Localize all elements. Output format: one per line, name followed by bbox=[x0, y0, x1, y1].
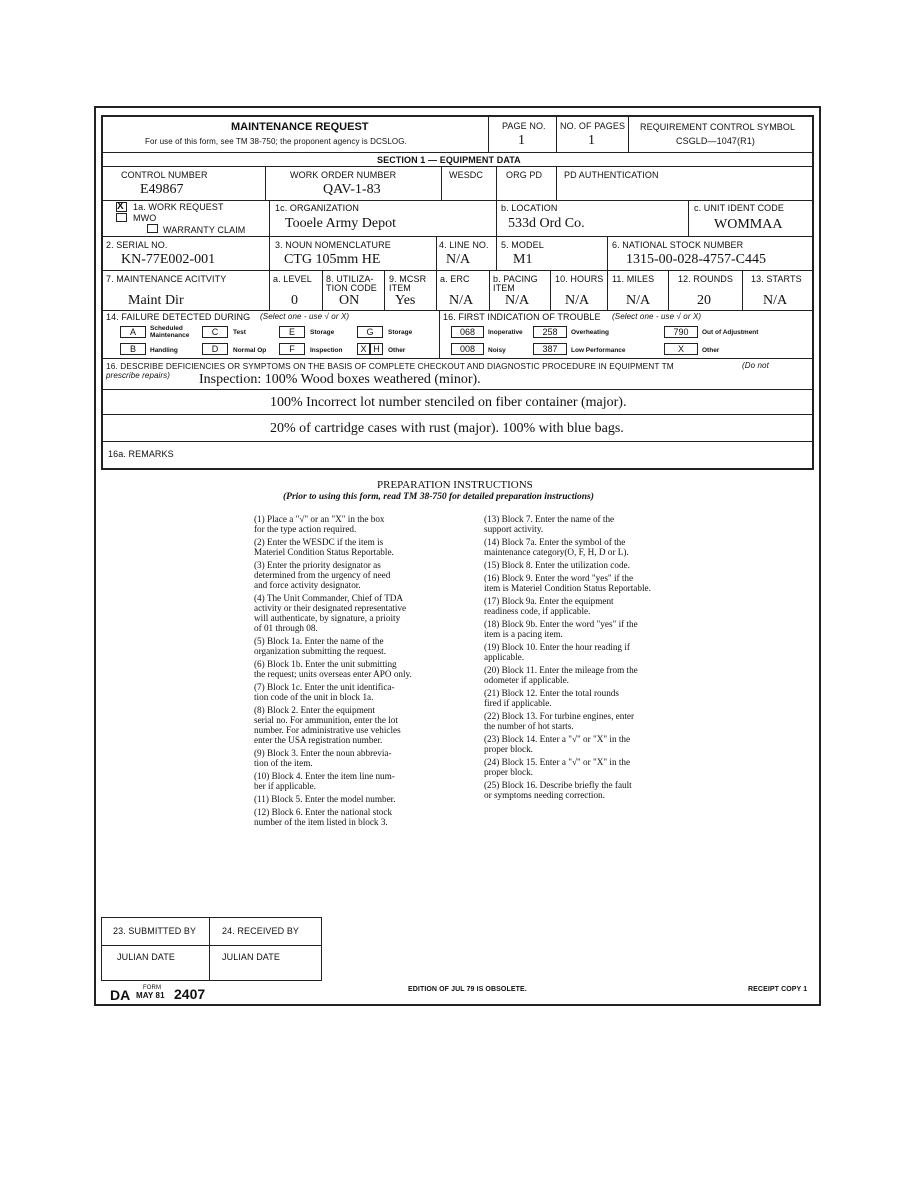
trouble-label-x: Other bbox=[702, 347, 720, 354]
prep-instruction-line: (15) Block 8. Enter the utilization code. bbox=[484, 560, 630, 570]
trouble-code-790: 790 bbox=[673, 327, 689, 337]
form-number: 2407 bbox=[174, 986, 206, 1002]
prep-instruction-line: of 01 through 08. bbox=[254, 623, 318, 633]
prep-instruction-line: (6) Block 1b. Enter the unit submitting bbox=[254, 659, 397, 669]
prep-instruction-line: (11) Block 5. Enter the model number. bbox=[254, 794, 396, 804]
prep-instruction-line: tion code of the unit in block 1a. bbox=[254, 692, 374, 702]
rule-section bbox=[101, 166, 814, 167]
trouble-code-258: 258 bbox=[542, 327, 558, 337]
prep-instruction-line: ber if applicable. bbox=[254, 781, 316, 791]
julian-date-2: JULIAN DATE bbox=[222, 952, 280, 962]
prep-instruction-line: (2) Enter the WESDC if the item is bbox=[254, 537, 384, 547]
prep-instruction-line: support activity. bbox=[484, 524, 544, 534]
failure-label-a: Scheduled bbox=[150, 325, 183, 332]
work-order-label: WORK ORDER NUMBER bbox=[290, 170, 397, 180]
failure-label-c: Test bbox=[233, 329, 246, 336]
prep-instruction-line: (3) Enter the priority designator as bbox=[254, 560, 381, 570]
form-word: FORM bbox=[143, 985, 162, 991]
prep-instruction-line: (21) Block 12. Enter the total rounds bbox=[484, 688, 619, 698]
org-pd-label: ORG PD bbox=[506, 170, 543, 180]
rule-v bbox=[496, 166, 497, 200]
util-label-2: TION CODE bbox=[326, 283, 377, 293]
rule-desc2 bbox=[101, 414, 814, 415]
prep-instruction-line: (7) Block 1c. Enter the unit identifica- bbox=[254, 682, 395, 692]
noun-label: 3. NOUN NOMENCLATURE bbox=[275, 240, 391, 250]
failure-checkbox-c[interactable] bbox=[202, 326, 228, 338]
erc-label: a. ERC bbox=[440, 274, 470, 284]
prep-instruction-line: (20) Block 11. Enter the mileage from the bbox=[484, 665, 638, 675]
pd-auth-label: PD AUTHENTICATION bbox=[564, 170, 659, 180]
trouble-checkbox-068[interactable] bbox=[451, 326, 484, 338]
rule-v bbox=[496, 236, 497, 270]
failure-checkbox-h[interactable] bbox=[370, 343, 383, 355]
level: 0 bbox=[291, 293, 298, 308]
prep-instruction-line: number. For administrative use vehicles bbox=[254, 725, 401, 735]
trouble-checkbox-258[interactable] bbox=[533, 326, 567, 338]
failure-checkbox-x[interactable] bbox=[357, 343, 370, 355]
unit-ident: WOMMAA bbox=[714, 217, 783, 232]
prep-instruction-line: (19) Block 10. Enter the hour reading if bbox=[484, 642, 630, 652]
pacing-label-2: ITEM bbox=[493, 283, 515, 293]
rule-v bbox=[269, 236, 270, 270]
trouble-checkbox-387[interactable] bbox=[533, 343, 567, 355]
mwo-checkbox[interactable] bbox=[116, 213, 127, 222]
prep-instruction-line: fired if applicable. bbox=[484, 698, 552, 708]
line-no-label: 4. LINE NO. bbox=[439, 240, 489, 250]
failure-code-c: C bbox=[211, 327, 219, 337]
miles-label: 11. MILES bbox=[612, 274, 655, 284]
rule-header bbox=[101, 152, 814, 153]
prep-instruction-line: (16) Block 9. Enter the word "yes" if the bbox=[484, 573, 634, 583]
first-hint: (Select one - use √ or X) bbox=[612, 312, 702, 321]
work-order: QAV-1-83 bbox=[323, 182, 381, 197]
prep-instruction-line: (10) Block 4. Enter the item line num- bbox=[254, 771, 395, 781]
no-pages: 1 bbox=[588, 133, 595, 148]
desc-line-1: Inspection: 100% Wood boxes weathered (minor). bbox=[199, 372, 481, 387]
rule-row3 bbox=[101, 270, 814, 271]
prep-instruction-line: (5) Block 1a. Enter the name of the bbox=[254, 636, 384, 646]
failure-checkbox-d[interactable] bbox=[202, 343, 228, 355]
rule-v bbox=[742, 270, 743, 310]
prep-instruction-line: organization submitting the request. bbox=[254, 646, 387, 656]
failure-label: 14. FAILURE DETECTED DURING bbox=[106, 312, 251, 322]
control-number-label: CONTROL NUMBER bbox=[121, 170, 208, 180]
mwo-label: MWO bbox=[133, 213, 157, 223]
rule-v bbox=[607, 236, 608, 270]
failure-code-x: X bbox=[360, 344, 367, 354]
section-title: SECTION 1 — EQUIPMENT DATA bbox=[377, 155, 521, 165]
rule-v bbox=[269, 200, 270, 236]
rule-v bbox=[607, 270, 608, 310]
page-no-label: PAGE NO. bbox=[502, 121, 546, 131]
failure-code-b: B bbox=[129, 344, 136, 354]
describe-label: 16. DESCRIBE DEFICIENCIES OR SYMPTOMS ON THE BASIS OF COMPLETE CHECKOUT AND DIAGNOSTIC PROCEDURE IN EQUIPMENT TM bbox=[106, 361, 674, 371]
failure-code-g: G bbox=[366, 327, 374, 337]
location: 533d Ord Co. bbox=[508, 216, 585, 231]
desc-line-3: 20% of cartridge cases with rust (major). 100% with blue bags. bbox=[270, 421, 624, 436]
rule-v bbox=[384, 270, 385, 310]
prep-instruction-line: the number of hot starts. bbox=[484, 721, 574, 731]
hours: N/A bbox=[565, 293, 590, 308]
failure-hint: (Select one - use √ or X) bbox=[260, 312, 350, 321]
rule-v bbox=[322, 270, 323, 310]
organization-label: 1c. ORGANIZATION bbox=[275, 203, 359, 213]
prep-instruction-line: or symptoms needing correction. bbox=[484, 790, 605, 800]
prep-instruction-line: odometer if applicable. bbox=[484, 675, 569, 685]
prep-instruction-line: serial no. For ammunition, enter the lot bbox=[254, 715, 398, 725]
serial-label: 2. SERIAL NO. bbox=[106, 240, 168, 250]
julian-date-1: JULIAN DATE bbox=[117, 952, 175, 962]
nsn: 1315-00-028-4757-C445 bbox=[626, 252, 766, 267]
rule-row4 bbox=[101, 310, 814, 311]
rule-v bbox=[628, 115, 629, 152]
rule-v bbox=[436, 236, 437, 270]
prep-instruction-line: (18) Block 9b. Enter the word "yes" if the bbox=[484, 619, 638, 629]
prep-instruction-line: (23) Block 14. Enter a "√" or "X" in the bbox=[484, 734, 631, 744]
rule-v bbox=[668, 270, 669, 310]
unit-ident-label: c. UNIT IDENT CODE bbox=[694, 203, 784, 213]
failure-checkbox-e[interactable] bbox=[279, 326, 305, 338]
remarks-label: 16a. REMARKS bbox=[108, 449, 174, 459]
rule-desc3 bbox=[101, 441, 814, 442]
trouble-label-790: Out of Adjustment bbox=[702, 329, 759, 336]
failure-checkbox-a[interactable] bbox=[120, 326, 146, 338]
mcsr-label-2: ITEM bbox=[389, 283, 411, 293]
prep-instruction-line: (25) Block 16. Describe briefly the fault bbox=[484, 780, 632, 790]
trouble-label-387: Low Performance bbox=[571, 347, 626, 354]
prep-subtitle: (Prior to using this form, read TM 38-750 for detailed preparation instructions) bbox=[283, 492, 594, 502]
prep-instruction-line: (24) Block 15. Enter a "√" or "X" in the bbox=[484, 757, 631, 767]
rule-footer bbox=[101, 945, 322, 946]
form-title: MAINTENANCE REQUEST bbox=[231, 121, 369, 133]
form-da: DA bbox=[110, 987, 131, 1003]
prep-instruction-line: item is a pacing item. bbox=[484, 629, 563, 639]
failure-label-e: Storage bbox=[310, 329, 335, 336]
trouble-code-x: X bbox=[677, 344, 684, 354]
rule-v bbox=[688, 200, 689, 236]
work-request-label: 1a. WORK REQUEST bbox=[133, 202, 224, 212]
prep-instruction-line: for the type action required. bbox=[254, 524, 357, 534]
failure-checkbox-b[interactable] bbox=[120, 343, 146, 355]
maint-label: 7. MAINTENANCE ACITVITY bbox=[106, 274, 227, 284]
rule-row5 bbox=[101, 358, 814, 359]
rule-v bbox=[269, 270, 270, 310]
prep-instruction-line: (22) Block 13. For turbine engines, enter bbox=[484, 711, 635, 721]
req-symbol: CSGLD—1047(R1) bbox=[676, 136, 755, 146]
erc: N/A bbox=[449, 293, 474, 308]
trouble-label-068: Inoperative bbox=[488, 329, 523, 336]
pacing: N/A bbox=[505, 293, 530, 308]
failure-code-h: H bbox=[373, 344, 380, 354]
page-no: 1 bbox=[518, 133, 525, 148]
prep-instruction-line: readiness code, if applicable. bbox=[484, 606, 591, 616]
failure-checkbox-g[interactable] bbox=[357, 326, 383, 338]
trouble-label-008: Noisy bbox=[488, 347, 506, 354]
noun: CTG 105mm HE bbox=[284, 252, 381, 267]
hours-label: 10. HOURS bbox=[555, 274, 604, 284]
control-number: E49867 bbox=[140, 182, 184, 197]
prep-title: PREPARATION INSTRUCTIONS bbox=[377, 479, 533, 491]
prep-instruction-line: (8) Block 2. Enter the equipment bbox=[254, 705, 375, 715]
trouble-checkbox-790[interactable] bbox=[664, 326, 698, 338]
received-label: 24. RECEIVED BY bbox=[222, 926, 300, 936]
line-no: N/A bbox=[446, 252, 471, 267]
rule-v bbox=[265, 166, 266, 200]
mcsr-label-1: 9. MCSR bbox=[389, 274, 427, 284]
first-label: 16. FIRST INDICATION OF TROUBLE bbox=[443, 312, 601, 322]
starts: N/A bbox=[763, 293, 788, 308]
prep-instruction-line: proper block. bbox=[484, 767, 533, 777]
failure-label-f: Inspection bbox=[310, 347, 343, 354]
level-label: a. LEVEL bbox=[273, 274, 312, 284]
prep-instruction-line: proper block. bbox=[484, 744, 533, 754]
rounds-label: 12. ROUNDS bbox=[678, 274, 734, 284]
edition-note: EDITION OF JUL 79 IS OBSOLETE. bbox=[408, 986, 527, 993]
prep-instruction-line: activity or their designated representative bbox=[254, 603, 407, 613]
rule-v bbox=[489, 270, 490, 310]
prep-instruction-line: (14) Block 7a. Enter the symbol of the bbox=[484, 537, 626, 547]
failure-code-f: F bbox=[289, 344, 295, 354]
rule-v bbox=[496, 200, 497, 236]
rule-v bbox=[556, 166, 557, 200]
mcsr: Yes bbox=[395, 293, 416, 308]
starts-label: 13. STARTS bbox=[751, 274, 802, 284]
serial: KN-77E002-001 bbox=[121, 252, 216, 267]
prep-instruction-line: (4) The Unit Commander, Chief of TDA bbox=[254, 593, 404, 603]
prep-instruction-line: and force activity designator. bbox=[254, 580, 361, 590]
prep-instruction-line: determined from the urgency of need bbox=[254, 570, 391, 580]
prep-instruction-line: enter the USA registration number. bbox=[254, 735, 383, 745]
prep-instruction-line: the request; units overseas enter APO only. bbox=[254, 669, 412, 679]
prep-instruction-line: tion of the item. bbox=[254, 758, 313, 768]
trouble-code-068: 068 bbox=[459, 327, 476, 337]
desc-line-2: 100% Incorrect lot number stenciled on fiber container (major). bbox=[270, 395, 627, 410]
rule-v bbox=[209, 917, 210, 981]
rule-row2 bbox=[101, 236, 814, 237]
model: M1 bbox=[513, 252, 533, 267]
rule-v bbox=[441, 166, 442, 200]
trouble-checkbox-008[interactable] bbox=[451, 343, 484, 355]
failure-label-d: Normal Op bbox=[233, 347, 267, 354]
rounds: 20 bbox=[697, 293, 711, 308]
failure-code-e: E bbox=[288, 327, 295, 337]
rule-desc1 bbox=[101, 389, 814, 390]
wesdc-label: WESDC bbox=[449, 170, 483, 180]
failure-label-a2: Maintenance bbox=[150, 332, 190, 339]
usage-note: For use of this form, see TM 38-750; the proponent agency is DCSLOG. bbox=[145, 137, 407, 146]
failure-label-g: Storage bbox=[388, 329, 413, 336]
rule-v bbox=[550, 270, 551, 310]
prep-instruction-line: (12) Block 6. Enter the national stock bbox=[254, 807, 393, 817]
receipt-copy: RECEIPT COPY 1 bbox=[748, 986, 808, 993]
work-request-mark: X bbox=[117, 201, 124, 212]
rule-row1 bbox=[101, 200, 814, 201]
describe-note-1: (Do not bbox=[742, 361, 769, 370]
util-label-1: 8. UTILIZA- bbox=[326, 274, 374, 284]
prep-instruction-line: maintenance category(O, F, H, D or L). bbox=[484, 547, 629, 557]
form-date: MAY 81 bbox=[136, 991, 165, 1000]
no-pages-label: NO. OF PAGES bbox=[560, 121, 626, 131]
warranty-label: WARRANTY CLAIM bbox=[163, 225, 246, 235]
warranty-checkbox[interactable] bbox=[147, 224, 158, 233]
miles: N/A bbox=[626, 293, 651, 308]
prep-instruction-line: (9) Block 3. Enter the noun abbrevia- bbox=[254, 748, 392, 758]
prep-instruction-line: applicable. bbox=[484, 652, 525, 662]
req-symbol-label: REQUIREMENT CONTROL SYMBOL bbox=[640, 122, 796, 132]
failure-code-a: A bbox=[129, 327, 136, 337]
rule-v bbox=[556, 115, 557, 152]
prep-instruction-line: number of the item listed in block 3. bbox=[254, 817, 388, 827]
trouble-code-387: 387 bbox=[542, 344, 558, 354]
submitted-label: 23. SUBMITTED BY bbox=[113, 926, 197, 936]
maint: Maint Dir bbox=[128, 293, 184, 308]
nsn-label: 6. NATIONAL STOCK NUMBER bbox=[612, 240, 744, 250]
failure-checkbox-f[interactable] bbox=[279, 343, 305, 355]
failure-code-d: D bbox=[211, 344, 219, 354]
prep-instruction-line: (1) Place a "√" or an "X" in the box bbox=[254, 514, 385, 524]
rule-v bbox=[436, 270, 437, 310]
prep-instruction-line: will authenticate, by signature, a prioity bbox=[254, 613, 401, 623]
model-label: 5. MODEL bbox=[501, 240, 544, 250]
trouble-label-258: Overheating bbox=[571, 329, 609, 336]
location-label: b. LOCATION bbox=[501, 203, 558, 213]
organization: Tooele Army Depot bbox=[285, 216, 396, 231]
pacing-label-1: b. PACING bbox=[493, 274, 538, 284]
failure-label-h: Other bbox=[388, 347, 406, 354]
util: ON bbox=[339, 293, 360, 308]
prep-instruction-line: (13) Block 7. Enter the name of the bbox=[484, 514, 615, 524]
prep-instruction-line: (17) Block 9a. Enter the equipment bbox=[484, 596, 614, 606]
failure-label-b: Handling bbox=[150, 347, 178, 354]
rule-v bbox=[488, 115, 489, 152]
prep-instruction-line: item is Materiel Condition Status Reportable. bbox=[484, 583, 651, 593]
prep-instruction-line: Materiel Condition Status Reportable. bbox=[254, 547, 394, 557]
trouble-checkbox-x[interactable] bbox=[664, 343, 698, 355]
describe-note-2: prescribe repairs) bbox=[106, 371, 171, 380]
trouble-code-008: 008 bbox=[459, 344, 476, 354]
rule-v bbox=[439, 310, 440, 358]
